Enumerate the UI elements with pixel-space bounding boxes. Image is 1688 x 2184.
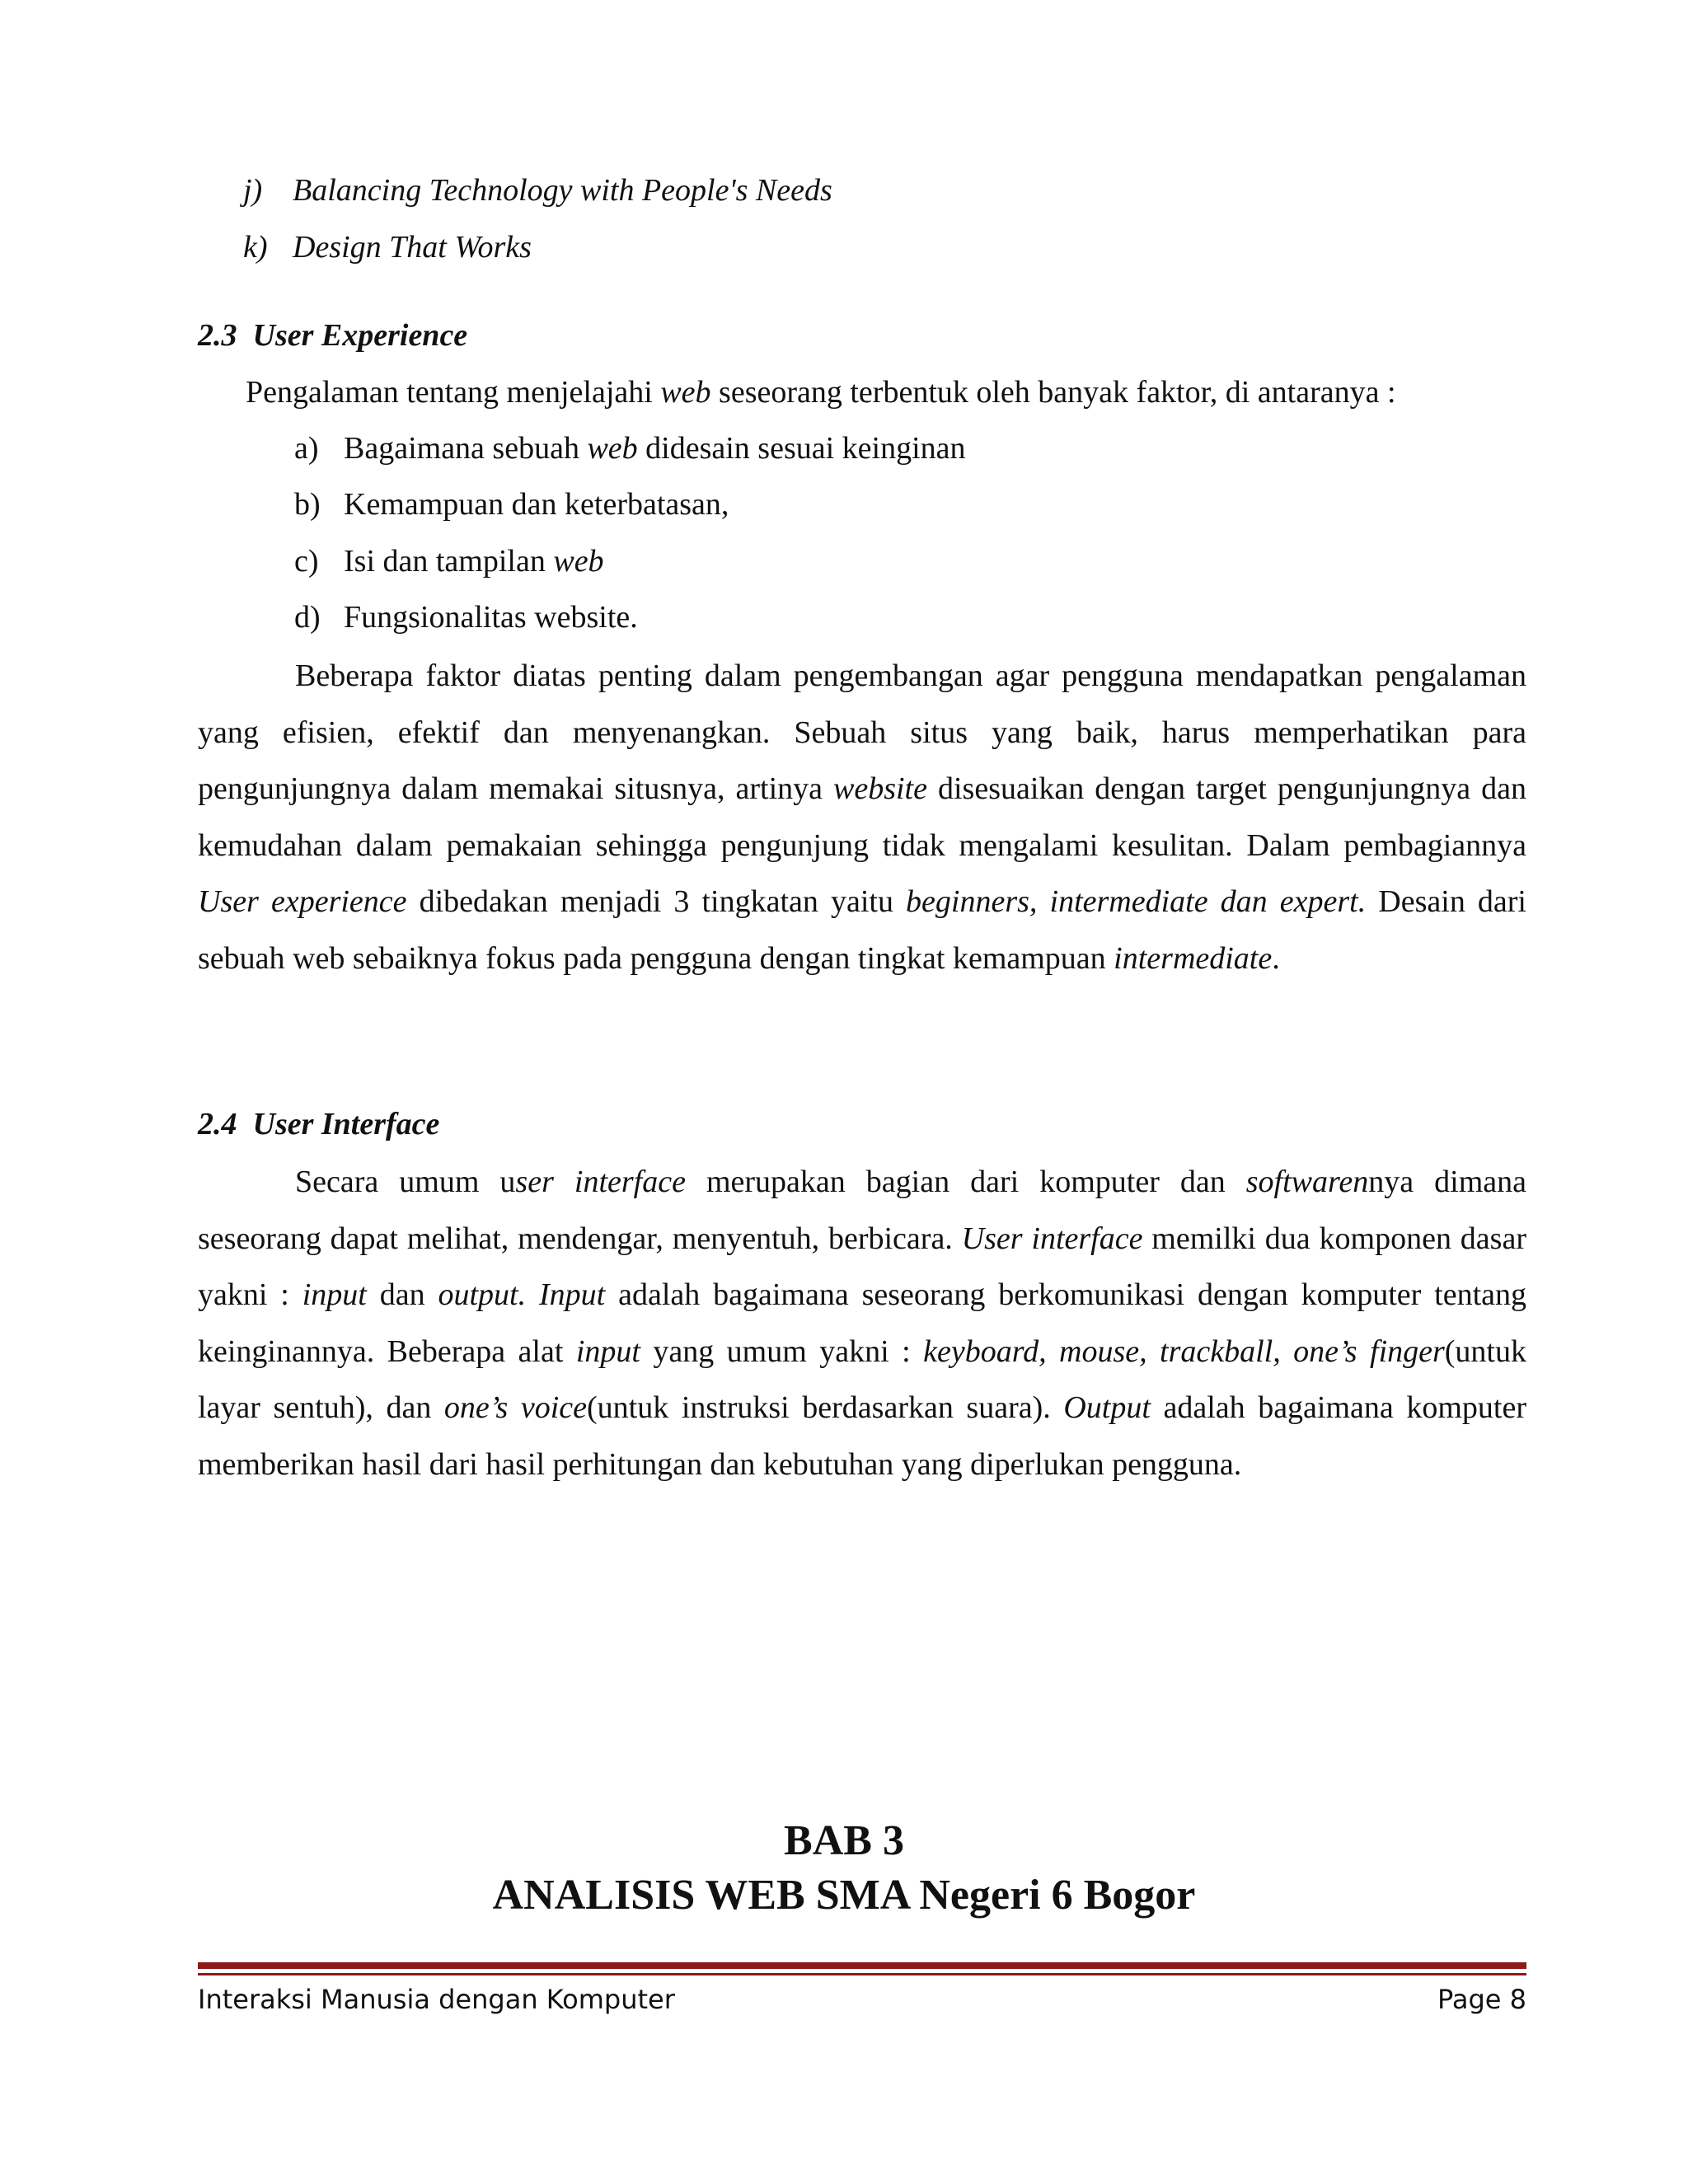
para-text: dibedakan menjadi 3 tingkatan yaitu xyxy=(406,884,907,919)
list-text: Balancing Technology with People's Needs xyxy=(293,173,832,208)
para-text: (untuk layar sentuh), dan xyxy=(198,1333,1526,1425)
list-marker: d) xyxy=(294,600,321,635)
para-text: dan xyxy=(366,1277,438,1312)
para-text: Desain dari sebuah web sebaiknya fokus pada pengguna dengan tingkat kemampuan xyxy=(198,884,1526,976)
para-italic: output. Input xyxy=(438,1277,606,1312)
paragraph-user-interface xyxy=(198,1154,1526,1493)
list-marker: c) xyxy=(294,544,319,579)
section-title: User Experience xyxy=(252,318,468,353)
section-heading-2-3 xyxy=(198,315,467,356)
list-marker: a) xyxy=(294,431,319,466)
page-number: Page 8 xyxy=(1437,1984,1526,2015)
list-text: Bagaimana sebuah xyxy=(344,431,588,466)
para-italic: softwaren xyxy=(1245,1165,1369,1199)
intro-text-end: seseorang terbentuk oleh banyak faktor, di antaranya : xyxy=(710,375,1396,410)
para-italic: User interface xyxy=(961,1221,1143,1256)
list-item-a xyxy=(294,428,966,469)
list-item-b xyxy=(294,484,729,525)
list-text: Design That Works xyxy=(293,230,532,265)
para-text: Beberapa faktor diatas penting dalam pengembangan agar pengguna mendapatkan pengalaman yang efisien, efektif dan menyenangkan. Sebuah situs yang baik, harus memperhatikan para pengunjungnya dalam memakai situsnya, artinya xyxy=(198,658,1526,806)
list-marker: b) xyxy=(294,487,321,522)
para-text: adalah bagaimana komputer memberikan hasil dari hasil perhitungan dan kebutuhan yang diperlukan pengguna. xyxy=(198,1390,1526,1482)
list-text: Fungsionalitas website. xyxy=(344,600,638,635)
para-italic: one’s voice xyxy=(443,1390,588,1425)
paragraph-user-experience xyxy=(198,648,1526,987)
para-text: Secara umum u xyxy=(295,1165,516,1199)
para-text: (untuk instruksi berdasarkan suara). xyxy=(587,1390,1064,1425)
section-heading-2-4 xyxy=(198,1104,439,1145)
section-title: User Interface xyxy=(252,1107,440,1141)
para-text: yang umum yakni : xyxy=(640,1333,924,1369)
para-italic: User experience xyxy=(198,884,407,919)
intro-text: Pengalaman tentang menjelajahi xyxy=(246,375,661,410)
list-text: Kemampuan dan keterbatasan, xyxy=(344,487,729,522)
section-intro xyxy=(246,372,1396,413)
list-text: Isi dan tampilan xyxy=(344,544,554,579)
para-text: memilki dua komponen dasar yakni : xyxy=(198,1221,1526,1312)
para-italic: input xyxy=(575,1333,640,1369)
list-item-c xyxy=(294,541,604,582)
para-text: adalah bagaimana seseorang berkomunikasi dengan komputer tentang keinginannya. Beberapa alat xyxy=(198,1277,1526,1369)
para-text: nya dimana seseorang dapat melihat, mendengar, menyentuh, berbicara. xyxy=(198,1165,1526,1256)
footer-rule-thin xyxy=(198,1973,1526,1975)
list-item-d xyxy=(294,597,638,638)
para-text: disesuaikan dengan target pengunjungnya dan kemudahan dalam pemakaian sehingga pengunjung tidak mengalami kesulitan. Dalam pembagiannya xyxy=(198,771,1527,863)
para-italic: ser interface xyxy=(515,1165,686,1199)
footer-rule-thick xyxy=(198,1962,1526,1969)
list-text-end: didesain sesuai keinginan xyxy=(637,431,966,466)
section-number: 2.4 xyxy=(198,1107,237,1141)
list-item-k xyxy=(243,227,532,268)
list-item-j xyxy=(243,170,832,211)
list-italic: web xyxy=(553,544,604,579)
para-text: merupakan bagian dari komputer dan xyxy=(685,1165,1246,1199)
para-italic: beginners, intermediate dan expert. xyxy=(906,884,1367,919)
list-marker: j) xyxy=(243,173,263,208)
chapter-title: ANALISIS WEB SMA Negeri 6 Bogor xyxy=(492,1872,1196,1919)
list-italic: web xyxy=(587,431,638,466)
para-italic: Output xyxy=(1063,1390,1151,1425)
footer-title: Interaksi Manusia dengan Komputer xyxy=(198,1984,675,2015)
para-italic: input xyxy=(302,1277,367,1312)
para-italic: intermediate xyxy=(1114,940,1273,976)
chapter-number: BAB 3 xyxy=(784,1817,904,1864)
para-italic: keyboard, mouse, trackball, one’s finger xyxy=(923,1333,1445,1369)
para-text: . xyxy=(1272,940,1280,976)
intro-italic: web xyxy=(660,375,711,410)
section-number: 2.3 xyxy=(198,318,237,353)
para-italic: website xyxy=(833,771,927,806)
list-marker: k) xyxy=(243,230,268,265)
